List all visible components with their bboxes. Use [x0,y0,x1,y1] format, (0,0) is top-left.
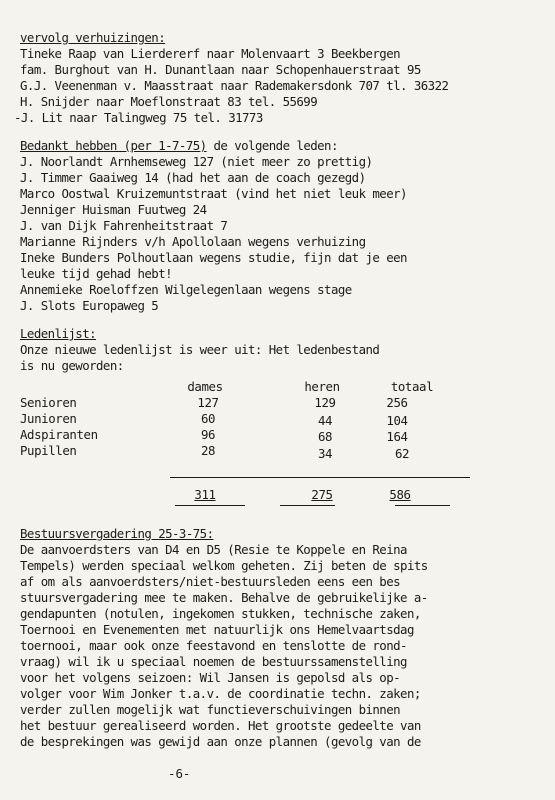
table-cell: 34 [317,446,333,461]
table-cell: 28 [200,443,216,458]
paragraph-line: het bestuur gerealiseerd worden. Het grootste gedeelte van [20,718,421,733]
table-cell: 68 [317,429,333,444]
table-cell: 164 [386,429,408,444]
list-item: Marianne Rijnders v/h Apollolaan wegens verhuizing [20,234,366,249]
paragraph-line: toernooi, maar ook onze feestavond en tenslotte de rond- [20,638,407,653]
page-number: -6- [168,766,191,781]
paragraph-line: verder zullen mogelijk wat functieverschuivingen binnen [20,702,401,717]
heading-ledenlijst: Ledenlijst: [20,326,97,341]
heading-bedankt: Bedankt hebben (per 1-7-75) [20,138,207,153]
total-totaal: 586 [389,487,411,502]
table-cell: 127 [197,395,219,410]
row-label-senioren: Senioren [20,395,77,410]
table-cell: 62 [394,446,410,461]
list-item: Ineke Bunders Polhoutlaan wegens studie, fijn dat je een [20,250,407,265]
list-item: Tineke Raap van Lierdererf naar Molenvaart 3 Beekbergen [20,46,401,61]
table-cell: 104 [386,413,408,428]
table-cell: 256 [386,395,408,410]
paragraph-line: Onze nieuwe ledenlijst is weer uit: Het ledenbestand [20,342,380,357]
total-dames: 311 [194,487,216,502]
column-header-totaal: totaal [390,379,434,394]
heading-bedankt-rest: de volgende leden: [206,138,338,153]
table-total-rule [170,477,470,478]
table-cell: 60 [200,411,216,426]
list-item: -J. Lit naar Talingweg 75 tel. 31773 [14,110,263,125]
list-item: Marco Oostwal Kruizemuntstraat (vind het niet leuk meer) [20,186,407,201]
table-cell: 129 [314,395,336,410]
total-underline [280,505,335,506]
heading-bestuursvergadering: Bestuursvergadering 25-3-75: [20,526,214,541]
list-item: J. van Dijk Fahrenheitstraat 7 [20,218,228,233]
row-label-pupillen: Pupillen [20,443,77,458]
paragraph-line: volger voor Wim Jonker t.a.v. de coordinatie techn. zaken; [20,686,421,701]
paragraph-line: Tempels) werden speciaal welkom geheten. Zij beten de spits [20,558,428,573]
paragraph-line: De aanvoerdsters van D4 en D5 (Resie te Koppele en Reina [20,542,407,557]
list-item: J. Noorlandt Arnhemseweg 127 (niet meer zo prettig) [20,154,373,169]
row-label-junioren: Junioren [20,411,77,426]
list-item: G.J. Veenenman v. Maasstraat naar Rademakersdonk 707 tl. 36322 [20,78,449,93]
total-underline [395,505,450,506]
table-cell: 44 [317,413,333,428]
paragraph-line: stuursvergadering mee te maken. Behalve de gebruikelijke a- [20,590,428,605]
paragraph-line: voor het volgens seizoen: Wil Jansen is gepolsd als op- [20,670,401,685]
paragraph-line: af om als aanvoerdsters/niet-bestuursleden eens een bes [20,574,401,589]
paragraph-line: de besprekingen was gewijd aan onze plannen (gevolg van de [20,734,421,749]
total-underline [175,505,245,506]
heading-verhuizingen: vervolg verhuizingen: [20,30,166,45]
list-item: Annemieke Roeloffzen Wilgelegenlaan wegens stage [20,282,352,297]
paragraph-line: Toernooi en Evenementen met natuurlijk ons Hemelvaartsdag [20,622,414,637]
column-header-heren: heren [304,379,340,394]
paragraph-line: is nu geworden: [20,358,124,373]
list-item: H. Snijder naar Moeflonstraat 83 tel. 55699 [20,94,318,109]
list-item: fam. Burghout van H. Dunantlaan naar Schopenhauerstraat 95 [20,62,421,77]
paragraph-line: vraag) wil ik u speciaal noemen de bestuurssamenstelling [20,654,407,669]
list-item: J. Timmer Gaaiweg 14 (had het aan de coach gezegd) [20,170,366,185]
heading-bedankt-line [20,138,338,154]
total-heren: 275 [311,487,333,502]
list-item: leuke tijd gehad hebt! [20,266,173,281]
row-label-adspiranten: Adspiranten [20,427,98,442]
table-cell: 96 [200,427,216,442]
paragraph-line: gendapunten (notulen, ingekomen stukken, technische zaken, [20,606,421,621]
list-item: Jenniger Huisman Fuutweg 24 [20,202,207,217]
list-item: J. Slots Europaweg 5 [20,298,159,313]
column-header-dames: dames [187,379,223,394]
